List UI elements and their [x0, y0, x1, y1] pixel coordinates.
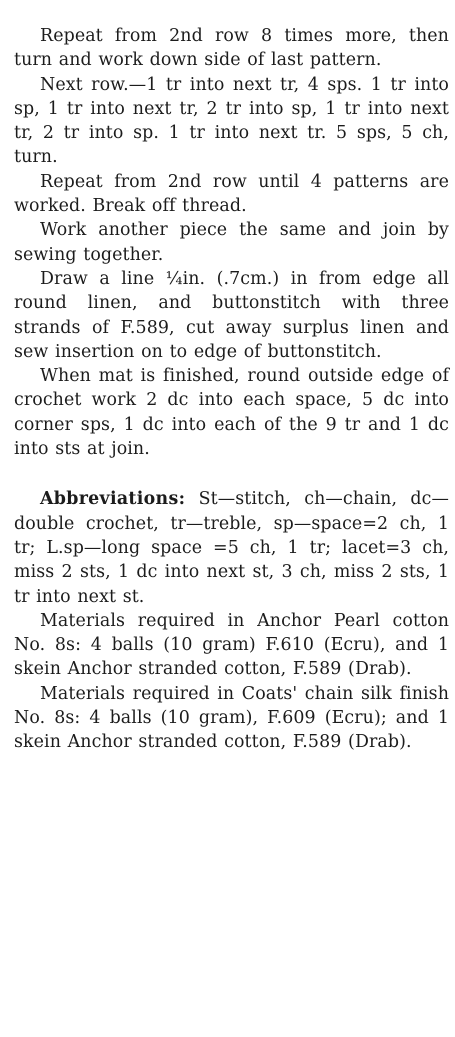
paragraph: Work another piece the same and join by sewing together.: [14, 220, 449, 265]
paragraph: Draw a line ¼in. (.7cm.) in from edge all round linen, and buttonstitch with three strands of F.589, cut away surplus linen and sew insertion on to edge of buttonstitch.: [14, 268, 449, 362]
section-gap: [14, 461, 449, 487]
abbreviations-heading: Abbreviations:: [40, 489, 186, 510]
paragraph: Next row.—1 tr into next tr, 4 sps. 1 tr into sp, 1 tr into next tr, 2 tr into sp, 1 tr into next tr, 2 tr into sp. 1 tr into next tr. 5 sps, 5 ch, turn.: [14, 74, 449, 168]
paragraph: Repeat from 2nd row 8 times more, then turn and work down side of last pattern.: [14, 26, 449, 71]
materials-paragraph: Materials required in Coats' chain silk finish No. 8s: 4 balls (10 gram), F.609 (Ecru); and 1 skein Anchor stranded cotton, F.589 (Drab).: [14, 683, 449, 753]
abbreviations-text: St—stitch, ch—chain, dc—double crochet, tr—treble, sp—space=2 ch, 1 tr; L.sp—long space =5 ch, 1 tr; lacet=3 ch, miss 2 sts, 1 dc into next st, 3 ch, miss 2 sts, 1 tr into next st.: [14, 489, 449, 607]
paragraph: When mat is finished, round outside edge of crochet work 2 dc into each space, 5 dc into corner sps, 1 dc into each of the 9 tr and 1 dc into sts at join.: [14, 366, 449, 460]
abbreviations-paragraph: [14, 487, 449, 608]
materials-paragraph: Materials required in Anchor Pearl cotton No. 8s: 4 balls (10 gram) F.610 (Ecru), and 1 skein Anchor stranded cotton, F.589 (Drab).: [14, 610, 449, 680]
paragraph: Repeat from 2nd row until 4 patterns are worked. Break off thread.: [14, 171, 449, 217]
